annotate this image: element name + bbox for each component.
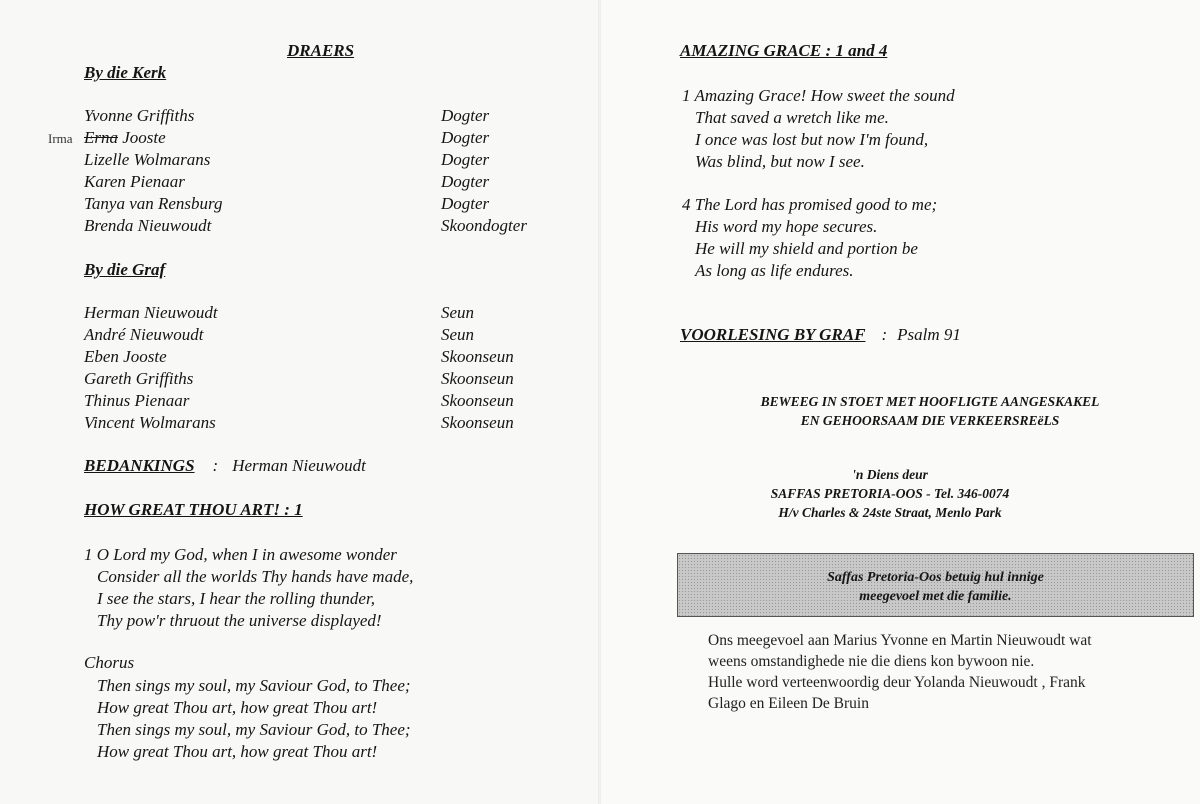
- verse-line: That saved a wretch like me.: [695, 108, 889, 127]
- bedankings-heading: BEDANKINGS: [84, 456, 195, 475]
- hymn-verse-1: [84, 544, 413, 632]
- verse-line: 1 Amazing Grace! How sweet the sound: [682, 86, 955, 105]
- verse-line: 1 O Lord my God, when I in awesome wonder: [84, 545, 397, 564]
- graf-name: Vincent Wolmarans: [84, 413, 216, 432]
- kerk-name: [84, 128, 166, 148]
- graf-name: André Nieuwoudt: [84, 325, 204, 344]
- closing-note: [692, 630, 1092, 714]
- chorus-label: Chorus: [84, 653, 135, 672]
- verse-line: I once was lost but now I'm found,: [695, 130, 929, 149]
- kerk-role: Dogter: [441, 194, 490, 213]
- kerk-name: Lizelle Wolmarans: [84, 150, 211, 169]
- closing-line: weens omstandighede nie die diens kon bywoon nie.: [708, 653, 1035, 670]
- kerk-name: Karen Pienaar: [84, 172, 185, 191]
- amazing-grace-verse-1: [682, 85, 955, 173]
- hymn-heading-right: AMAZING GRACE : 1 and 4: [680, 41, 888, 60]
- voorlesing-heading: VOORLESING BY GRAF: [680, 325, 866, 344]
- sympathy-line: meegevoel met die familie.: [859, 589, 1012, 604]
- verse-line: I see the stars, I hear the rolling thunder,: [97, 589, 375, 608]
- page-fold: [598, 0, 601, 804]
- kerk-name: Brenda Nieuwoudt: [84, 216, 212, 235]
- notice-line: EN GEHOORSAAM DIE VERKEERSREëLS: [800, 413, 1060, 428]
- amazing-grace-verse-4: [682, 194, 937, 282]
- verse-line: Thy pow'r thruout the universe displayed!: [97, 611, 382, 630]
- verse-line: 4 The Lord has promised good to me;: [682, 195, 938, 214]
- chorus-line: How great Thou art, how great Thou art!: [97, 742, 378, 761]
- hymn-heading-left: HOW GREAT THOU ART! : 1: [84, 500, 303, 519]
- graf-role: Seun: [441, 303, 475, 322]
- kerk-role: Dogter: [441, 150, 490, 169]
- verse-line: He will my shield and portion be: [695, 239, 918, 258]
- chorus-line: Then sings my soul, my Saviour God, to Thee;: [97, 676, 411, 695]
- kerk-heading: By die Kerk: [84, 63, 167, 82]
- closing-line: Hulle word verteenwoordig deur Yolanda Nieuwoudt , Frank: [708, 674, 1086, 691]
- closing-line: Glago en Eileen De Bruin: [708, 695, 869, 712]
- graf-role: Skoonseun: [441, 391, 514, 410]
- voorlesing-line: [680, 325, 961, 345]
- notice-line: BEWEEG IN STOET MET HOOFLIGTE AANGESKAKEL: [760, 394, 1100, 409]
- voorlesing-text: Psalm 91: [897, 325, 961, 344]
- chorus-line: Then sings my soul, my Saviour God, to Thee;: [97, 720, 411, 739]
- kerk-role: Skoondogter: [441, 216, 527, 235]
- kerk-name: Tanya van Rensburg: [84, 194, 223, 213]
- bedankings-name: Herman Nieuwoudt: [232, 456, 366, 475]
- verse-line: Consider all the worlds Thy hands have made,: [97, 567, 414, 586]
- kerk-role: Dogter: [441, 172, 490, 191]
- procession-notice: [680, 392, 1180, 430]
- name-rest: Jooste: [118, 128, 166, 147]
- graf-name: Thinus Pienaar: [84, 391, 190, 410]
- voorlesing-separator: :: [881, 325, 888, 344]
- sympathy-box: [677, 553, 1194, 617]
- graf-role: Skoonseun: [441, 369, 514, 388]
- verse-line: His word my hope secures.: [695, 217, 878, 236]
- graf-heading: By die Graf: [84, 260, 166, 279]
- chorus-line: How great Thou art, how great Thou art!: [97, 698, 378, 717]
- draers-title: DRAERS: [287, 41, 355, 60]
- hymn-chorus: [84, 675, 411, 763]
- verse-line: Was blind, but now I see.: [695, 152, 865, 171]
- service-info: [680, 465, 1100, 522]
- service-name: SAFFAS PRETORIA-OOS - Tel. 346-0074: [770, 486, 1010, 501]
- service-address: H/v Charles & 24ste Straat, Menlo Park: [778, 505, 1002, 520]
- kerk-role: Dogter: [441, 128, 490, 147]
- handwritten-correction: Irma: [48, 131, 73, 146]
- graf-role: Skoonseun: [441, 413, 514, 432]
- verse-line: As long as life endures.: [695, 261, 854, 280]
- sympathy-line: Saffas Pretoria-Oos betuig hul innige: [827, 570, 1044, 585]
- struck-name: Erna: [84, 128, 118, 147]
- kerk-name: Yvonne Griffiths: [84, 106, 195, 125]
- graf-name: Eben Jooste: [84, 347, 167, 366]
- closing-line: Ons meegevoel aan Marius Yvonne en Martin Nieuwoudt wat: [708, 632, 1092, 649]
- graf-role: Skoonseun: [441, 347, 514, 366]
- graf-name: Gareth Griffiths: [84, 369, 194, 388]
- bedankings-separator: :: [212, 456, 219, 475]
- graf-name: Herman Nieuwoudt: [84, 303, 218, 322]
- kerk-role: Dogter: [441, 106, 490, 125]
- service-by: 'n Diens deur: [852, 467, 928, 482]
- bedankings-line: [84, 456, 366, 476]
- graf-role: Seun: [441, 325, 475, 344]
